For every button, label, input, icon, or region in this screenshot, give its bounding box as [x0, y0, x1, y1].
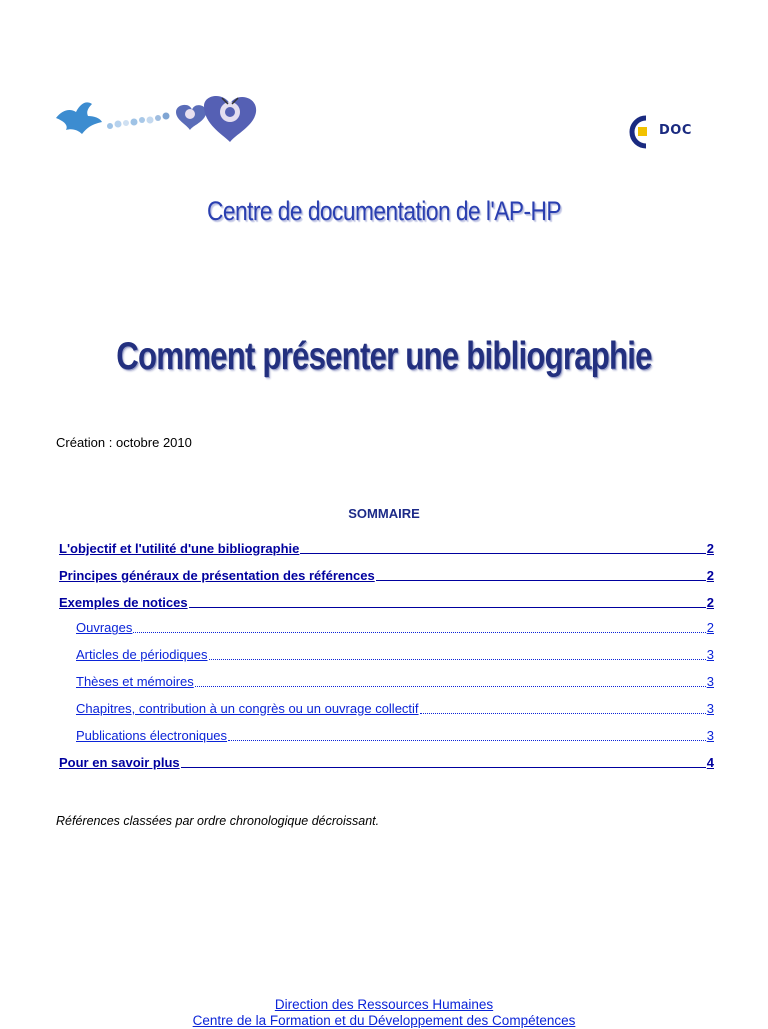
toc-entry[interactable]: [56, 620, 714, 647]
toc-leader: [228, 729, 706, 741]
references-note: Références classées par ordre chronologique décroissant.: [56, 814, 380, 828]
footer-link-drh[interactable]: Direction des Ressources Humaines: [274, 997, 494, 1012]
toc-leader: [133, 621, 705, 633]
toc-entry-label[interactable]: Articles de périodiques: [76, 647, 208, 663]
toc-entry[interactable]: [56, 647, 714, 674]
creation-date: Création : octobre 2010: [56, 435, 192, 450]
footer: [0, 997, 768, 1029]
toc-leader: [189, 595, 706, 608]
toc-entry-label[interactable]: Publications électroniques: [76, 727, 228, 743]
table-of-contents: [56, 540, 714, 781]
toc-leader: [195, 675, 706, 687]
toc-entry-label[interactable]: Ouvrages: [76, 620, 133, 636]
toc-entry-label[interactable]: Pour en savoir plus: [59, 755, 180, 771]
cdoc-logo-text: DOC: [659, 123, 692, 138]
toc-entry-label[interactable]: Thèses et mémoires: [76, 673, 194, 689]
sommaire-heading: SOMMAIRE: [348, 506, 420, 521]
toc-page-number[interactable]: 3: [706, 647, 714, 663]
bird-icon: [56, 102, 102, 134]
toc-entry-label[interactable]: L'objectif et l'utilité d'une bibliographie: [59, 541, 300, 556]
toc-page-number[interactable]: 3: [706, 727, 714, 743]
toc-page-number[interactable]: 2: [706, 541, 714, 556]
toc-page-number[interactable]: 2: [706, 620, 714, 636]
toc-entry[interactable]: [56, 567, 714, 594]
toc-entry[interactable]: [56, 540, 714, 567]
heart-face-icon: [185, 109, 195, 119]
toc-entry-label[interactable]: Exemples de notices: [59, 594, 188, 610]
toc-leader: [181, 755, 706, 768]
toc-page-number[interactable]: 2: [706, 567, 714, 583]
toc-leader: [300, 541, 705, 554]
toc-entry-label[interactable]: Chapitres, contribution à un congrès ou un ouvrage collectif: [76, 700, 419, 716]
toc-leader: [209, 648, 706, 660]
footer-link-cfdc[interactable]: Centre de la Formation et du Développement des Compétences: [192, 1013, 576, 1028]
toc-page-number[interactable]: 3: [706, 673, 714, 689]
toc-entry-label[interactable]: Principes généraux de présentation des références: [59, 567, 375, 583]
toc-leader: [420, 702, 706, 714]
toc-page-number[interactable]: 3: [706, 700, 714, 716]
trail-icon: [107, 113, 170, 130]
ap-hp-logo: [52, 90, 262, 146]
center-title: Centre de documentation de l'AP-HP: [206, 196, 562, 226]
toc-page-number[interactable]: 2: [706, 594, 714, 610]
toc-entry[interactable]: [56, 594, 714, 621]
toc-page-number[interactable]: 4: [706, 755, 714, 771]
toc-entry[interactable]: [56, 674, 714, 701]
toc-entry[interactable]: [56, 701, 714, 728]
toc-entry[interactable]: [56, 728, 714, 755]
toc-entry[interactable]: [56, 754, 714, 781]
toc-leader: [376, 568, 706, 581]
page-title: Comment présenter une bibliographie: [116, 335, 652, 378]
